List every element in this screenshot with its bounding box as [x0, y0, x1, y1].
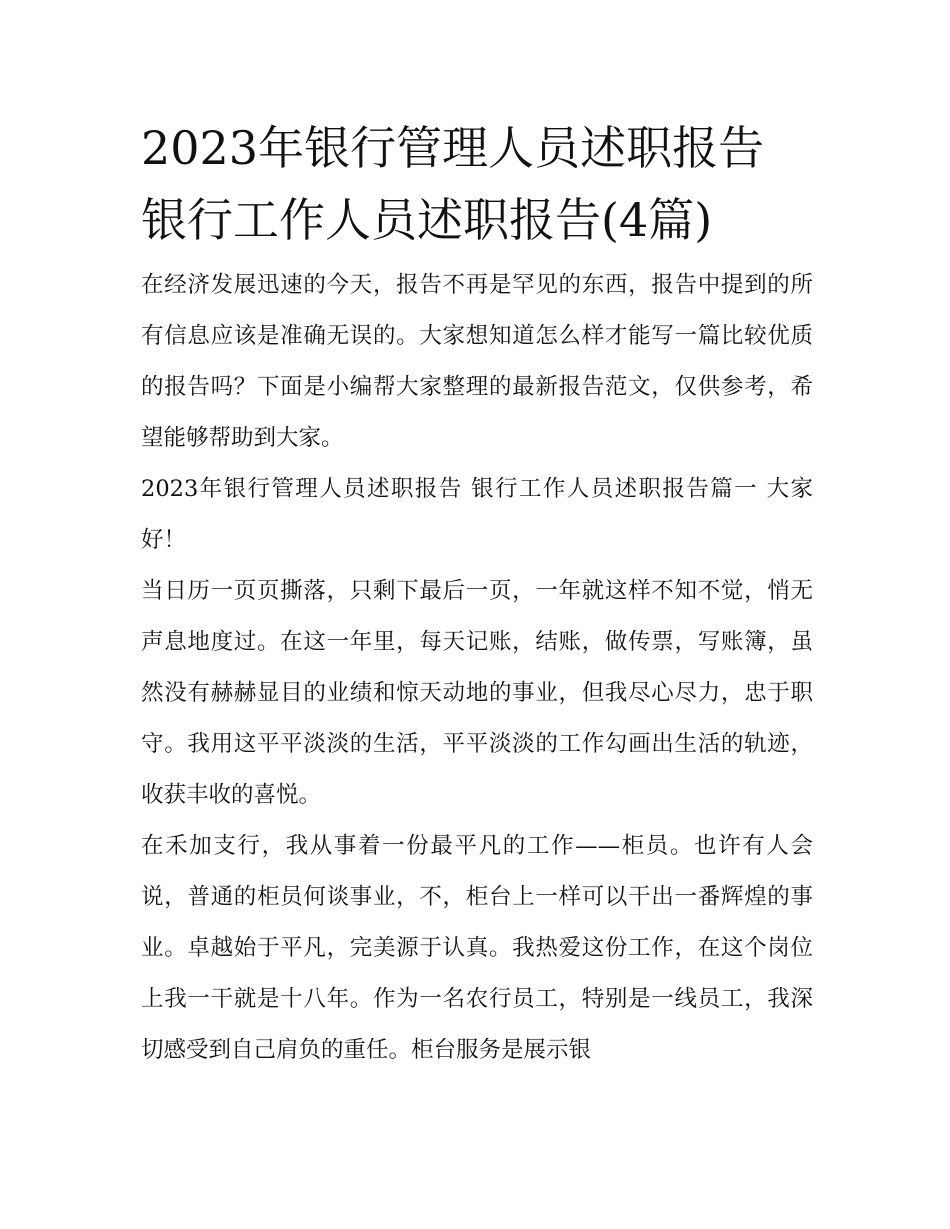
paragraph-year-review: 当日历一页页撕落，只剩下最后一页，一年就这样不知不觉，悄无声息地度过。在这一年里，每天记账，结账，做传票，写账簿，虽然没有赫赫显目的业绩和惊天动地的事业，但我尽心尽力，忠于职守。我用这平平淡淡的生活，平平淡淡的工作勾画出生活的轨迹，收获丰收的喜悦。 [141, 578, 813, 808]
paragraph-intro: 在经济发展迅速的今天，报告不再是罕见的东西，报告中提到的所有信息应该是准确无误的。大家想知道怎么样才能写一篇比较优质的报告吗？下面是小编帮大家整理的最新报告范文，仅供参考，希望能够帮助到大家。 [141, 272, 813, 451]
paragraph-heading-greeting: 2023年银行管理人员述职报告 银行工作人员述职报告篇一 大家好！ [141, 476, 813, 553]
document-title [141, 112, 813, 256]
title-line-1: 2023年银行管理人员述职报告 [141, 121, 765, 175]
title-line-2: 银行工作人员述职报告(4篇) [141, 193, 713, 247]
document-content [141, 112, 813, 1076]
paragraph-teller-work: 在禾加支行，我从事着一份最平凡的工作——柜员。也许有人会说，普通的柜员何谈事业，不，柜台上一样可以干出一番辉煌的事业。卓越始于平凡，完美源于认真。我热爱这份工作，在这个岗位上我一干就是十八年。作为一名农行员工，特别是一线员工，我深切感受到自己肩负的重任。柜台服务是展示银 [141, 833, 813, 1063]
